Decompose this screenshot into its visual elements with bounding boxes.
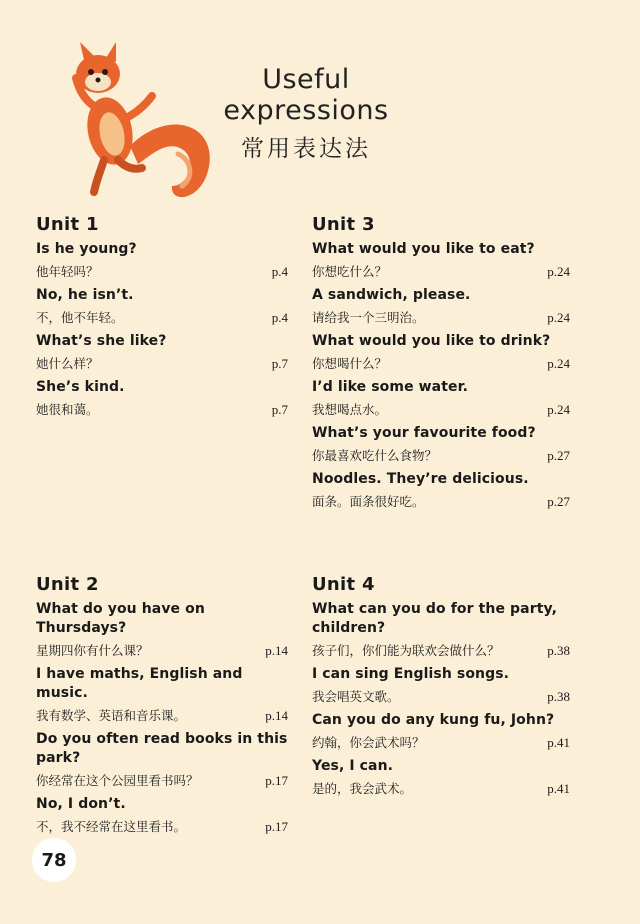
page-ref: p.38 — [547, 643, 570, 658]
expression-english: Can you do any kung fu, John? — [312, 712, 555, 728]
page-ref: p.27 — [547, 448, 570, 463]
list-item — [312, 240, 570, 281]
expression-english: Is he young? — [36, 241, 137, 257]
page-title — [186, 64, 426, 163]
expression-english: I can sing English songs. — [312, 666, 510, 682]
expression-chinese: 她什么样？ — [36, 356, 99, 371]
expression-english: No, I don’t. — [36, 796, 126, 812]
list-item — [312, 711, 570, 752]
unit-3-section — [312, 214, 570, 516]
expression-chinese: 不，他不年轻。 — [36, 310, 124, 325]
title-english: Useful expressions — [223, 64, 389, 126]
expression-chinese: 约翰，你会武术吗？ — [312, 735, 425, 750]
list-item — [36, 665, 288, 725]
expression-chinese: 你经常在这个公园里看书吗？ — [36, 773, 199, 788]
expression-english: No, he isn’t. — [36, 287, 134, 303]
expression-english: I’d like some water. — [312, 379, 469, 395]
page-ref: p.14 — [265, 643, 288, 658]
expression-english: Yes, I can. — [312, 758, 394, 774]
list-item — [312, 470, 570, 511]
unit-title: Unit 2 — [36, 574, 99, 595]
unit-2-section — [36, 574, 288, 841]
expression-english: What’s your favourite food? — [312, 425, 536, 441]
page-ref: p.41 — [547, 735, 570, 750]
expression-english: A sandwich, please. — [312, 287, 471, 303]
expression-english: I have maths, English and music. — [36, 666, 243, 701]
page-number: 78 — [32, 838, 76, 882]
title-chinese: 常用表达法 — [241, 136, 371, 162]
expression-chinese: 请给我一个三明治。 — [312, 310, 425, 325]
list-item — [36, 332, 288, 373]
page-ref: p.14 — [265, 708, 288, 723]
expression-english: She’s kind. — [36, 379, 125, 395]
list-item — [36, 730, 288, 790]
expression-english: What’s she like? — [36, 333, 167, 349]
list-item — [36, 600, 288, 660]
expression-english: Noodles. They’re delicious. — [312, 471, 529, 487]
unit-1-section — [36, 214, 288, 424]
list-item — [312, 424, 570, 465]
expression-chinese: 星期四你有什么课？ — [36, 643, 149, 658]
expression-chinese: 面条。面条很好吃。 — [312, 494, 425, 509]
page-ref: p.38 — [547, 689, 570, 704]
page-ref: p.27 — [547, 494, 570, 509]
page-ref: p.4 — [271, 310, 288, 325]
unit-title: Unit 4 — [312, 574, 375, 595]
list-item — [36, 378, 288, 419]
list-item — [36, 286, 288, 327]
unit-title: Unit 3 — [312, 214, 375, 235]
page-ref: p.7 — [271, 356, 288, 371]
expression-english: Do you often read books in this park? — [36, 731, 288, 766]
list-item — [312, 332, 570, 373]
page-ref: p.24 — [547, 310, 570, 325]
page-ref: p.41 — [547, 781, 570, 796]
list-item — [312, 286, 570, 327]
expression-chinese: 我有数学、英语和音乐课。 — [36, 708, 187, 723]
list-item — [312, 665, 570, 706]
expression-chinese: 你想喝什么？ — [312, 356, 388, 371]
expression-english: What would you like to drink? — [312, 333, 551, 349]
list-item — [312, 757, 570, 798]
expression-chinese: 我会唱英文歌。 — [312, 689, 400, 704]
page-ref: p.24 — [547, 402, 570, 417]
page-ref: p.4 — [271, 264, 288, 279]
expression-english: What do you have on Thursdays? — [36, 601, 205, 636]
expression-chinese: 你最喜欢吃什么食物？ — [312, 448, 438, 463]
expression-english: What can you do for the party, children? — [312, 601, 558, 636]
expression-chinese: 不，我不经常在这里看书。 — [36, 819, 187, 834]
list-item — [312, 378, 570, 419]
list-item — [36, 795, 288, 836]
expression-chinese: 我想喝点水。 — [312, 402, 388, 417]
expression-chinese: 他年轻吗？ — [36, 264, 99, 279]
expression-chinese: 是的，我会武术。 — [312, 781, 413, 796]
unit-4-section — [312, 574, 570, 803]
expression-chinese: 你想吃什么？ — [312, 264, 388, 279]
page-ref: p.17 — [265, 819, 288, 834]
unit-title: Unit 1 — [36, 214, 99, 235]
page-ref: p.24 — [547, 356, 570, 371]
page-ref: p.17 — [265, 773, 288, 788]
expression-english: What would you like to eat? — [312, 241, 535, 257]
list-item — [312, 600, 570, 660]
expression-chinese: 她很和蔼。 — [36, 402, 99, 417]
expression-chinese: 孩子们，你们能为联欢会做什么？ — [312, 643, 500, 658]
list-item — [36, 240, 288, 281]
page-ref: p.24 — [547, 264, 570, 279]
page-ref: p.7 — [271, 402, 288, 417]
